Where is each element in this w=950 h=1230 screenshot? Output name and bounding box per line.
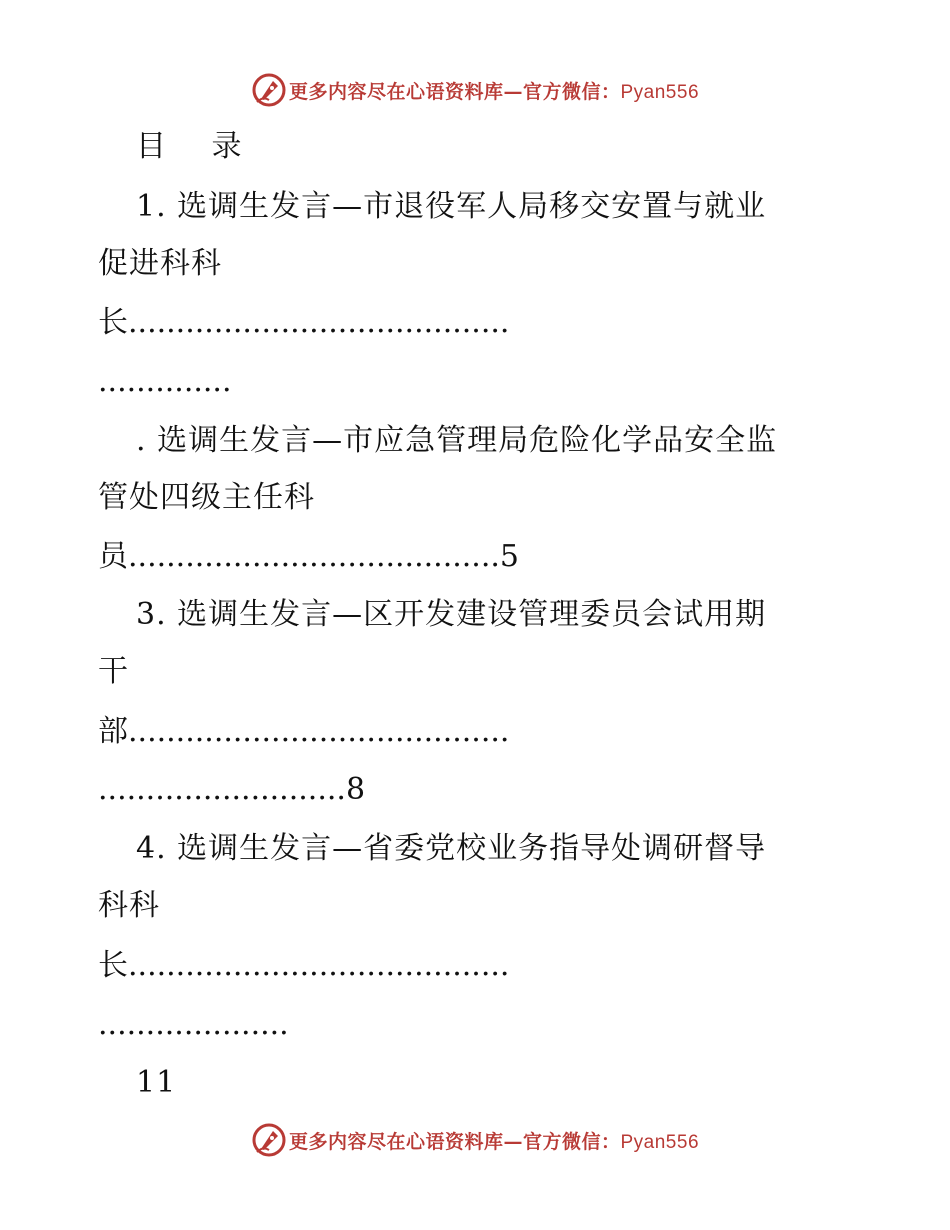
toc-title: 目 录 [136, 129, 260, 164]
toc-entry-4-line-1: 4. 选调生发言—省委党校业务指导处调研督导 [136, 831, 767, 866]
toc-entry-2-line-2: 管处四级主任科 [98, 480, 315, 515]
toc-entry-3-line-4: ..........................8 [98, 772, 366, 807]
pen-nib-logo-icon [251, 1122, 287, 1158]
footer-banner [0, 1120, 950, 1160]
toc-entry-1-line-4: .............. [98, 364, 232, 399]
toc-entry-1-line-2: 促进科科 [98, 246, 222, 281]
footer-banner-text: 更多内容尽在心语资料库—官方微信：Pyan556 [288, 1130, 700, 1153]
toc-entry-4-line-4: .................... [98, 1007, 289, 1042]
toc-entry-4-page-number: 11 [136, 1065, 177, 1100]
header-banner-text: 更多内容尽在心语资料库—官方微信：Pyan556 [288, 80, 700, 103]
toc-entry-3-line-1: 3. 选调生发言—区开发建设管理委员会试用期 [136, 597, 767, 632]
toc-entry-4-line-3: 长........................................ [98, 948, 510, 983]
toc-entry-3-line-2: 干 [98, 654, 129, 689]
toc-entry-2-line-3: 员.......................................5 [98, 539, 519, 574]
header-banner [0, 70, 950, 110]
toc-entry-4-line-2: 科科 [98, 888, 160, 923]
toc-entry-1-line-3: 长........................................ [98, 305, 510, 340]
toc-entry-3-line-3: 部........................................ [98, 714, 510, 749]
toc-entry-2-line-1: . 选调生发言—市应急管理局危险化学品安全监 [136, 423, 778, 458]
toc-entry-1-line-1: 1. 选调生发言—市退役军人局移交安置与就业 [136, 189, 767, 224]
pen-nib-logo-icon [251, 72, 287, 108]
